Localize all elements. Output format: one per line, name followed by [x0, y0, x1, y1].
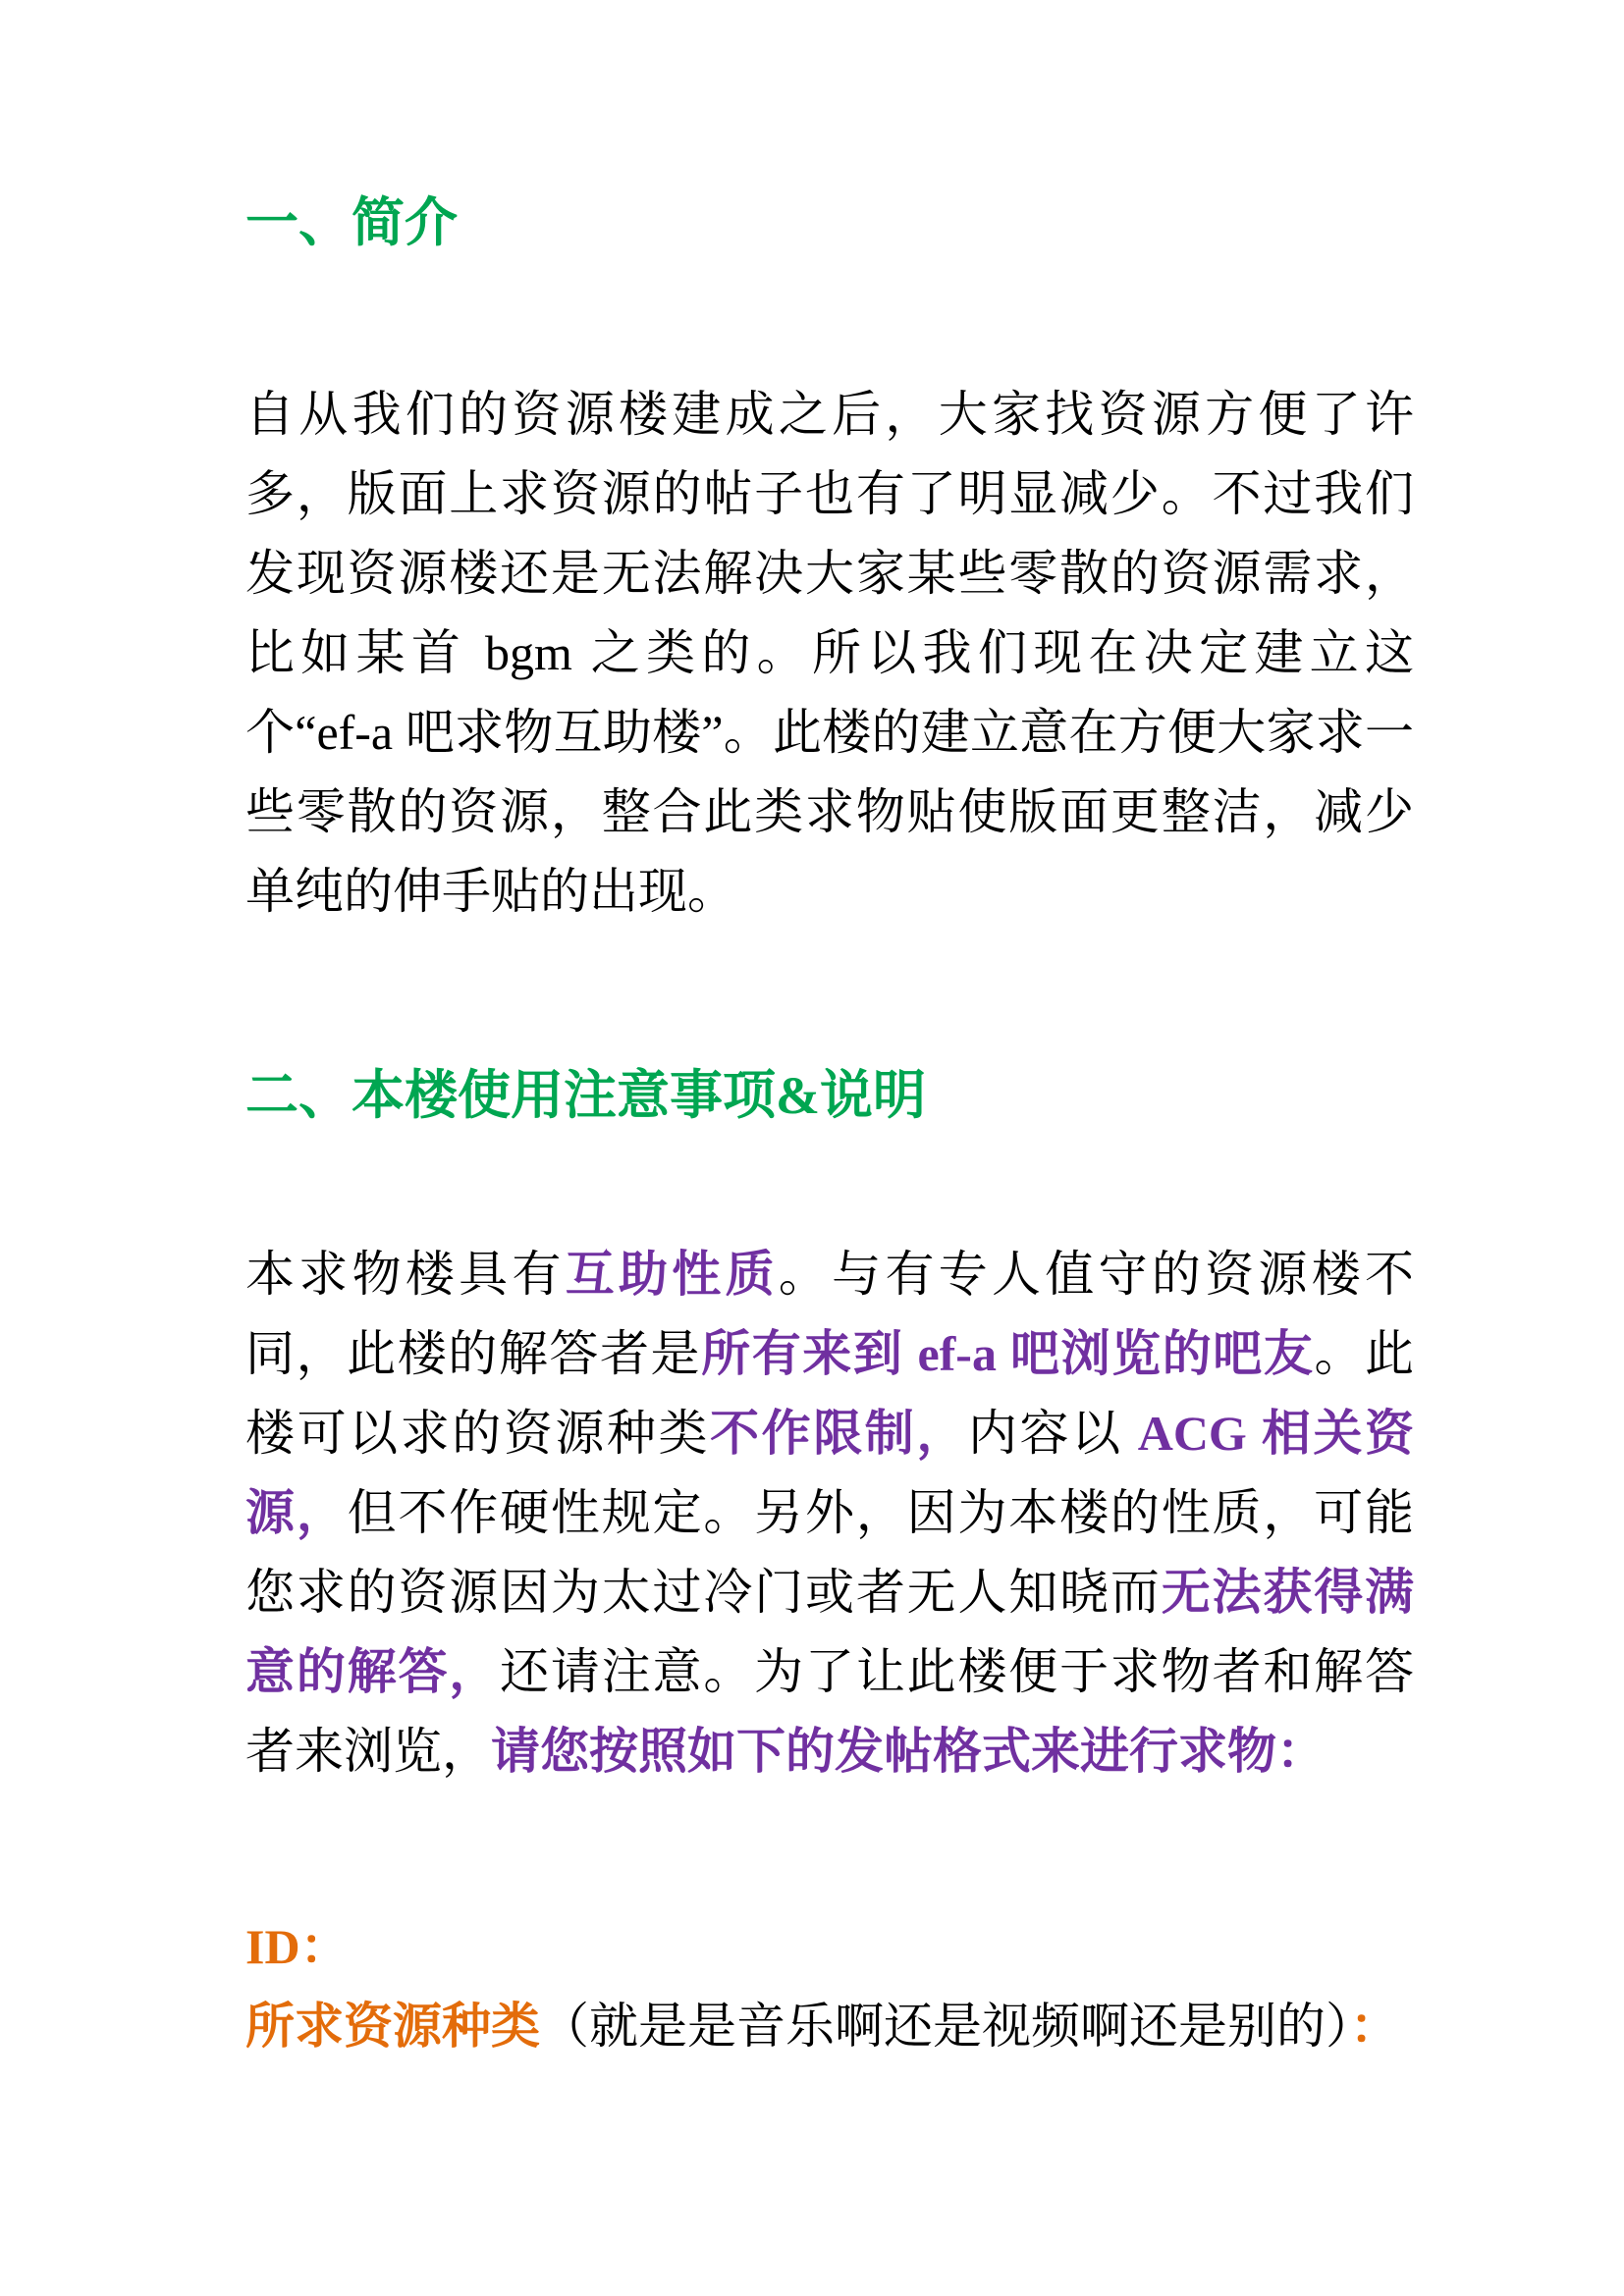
text-run: 内容以 [967, 1406, 1138, 1461]
post-format-type-line [245, 1987, 1414, 2066]
emphasis-run: ACG 相关资源， [245, 1406, 1415, 1540]
text-run: 本求物楼具有 [245, 1247, 566, 1302]
emphasis-run: 请您按照如下的发帖格式来进行求物： [491, 1724, 1326, 1779]
section1-paragraph: 自从我们的资源楼建成之后，大家找资源方便了许多，版面上求资源的帖子也有了明显减少。不过我们发现资源楼还是无法解决大家某些零散的资源需求，比如某首 bgm 之类的。所以我们现在决定建立这个“ef-a 吧求物互助楼”。此楼的建立意在方便大家求一些零散的资源，整合此类求物贴使版面更整洁，减少单纯的伸手贴的出现。 [245, 387, 1414, 919]
emphasis-run: 所有来到 ef-a 吧浏览的吧友 [701, 1326, 1315, 1381]
resource-type-field-label: 所求资源种类 [245, 1999, 540, 2054]
post-format-template [245, 1907, 1414, 2066]
emphasis-run: 无法获得满意的解答， [245, 1565, 1415, 1699]
section2-paragraph [245, 1235, 1414, 1791]
section1-heading: 一、简介 [245, 193, 458, 252]
section2-heading: 二、本楼使用注意事项&说明 [245, 1066, 926, 1125]
text-run: 。此楼可以求的资源种类 [245, 1326, 1415, 1461]
emphasis-run: 互助性质 [565, 1247, 779, 1302]
post-format-id-line [245, 1907, 1414, 1987]
text-run: 。与有专人值守的资源楼不同，此楼的解答者是 [245, 1247, 1415, 1381]
emphasis-run: 不作限制， [710, 1406, 968, 1461]
resource-type-field-note: （就是是音乐啊还是视频啊还是别的） [540, 1999, 1350, 2054]
text-run: 还请注意。为了让此楼便于求物者和解答者来浏览， [245, 1644, 1415, 1779]
id-field-label: ID： [245, 1919, 350, 1974]
text-run: 但不作硬性规定。另外，因为本楼的性质，可能您求的资源因为太过冷门或者无人知晓而 [245, 1485, 1415, 1620]
resource-type-field-colon: ： [1350, 1999, 1399, 2054]
